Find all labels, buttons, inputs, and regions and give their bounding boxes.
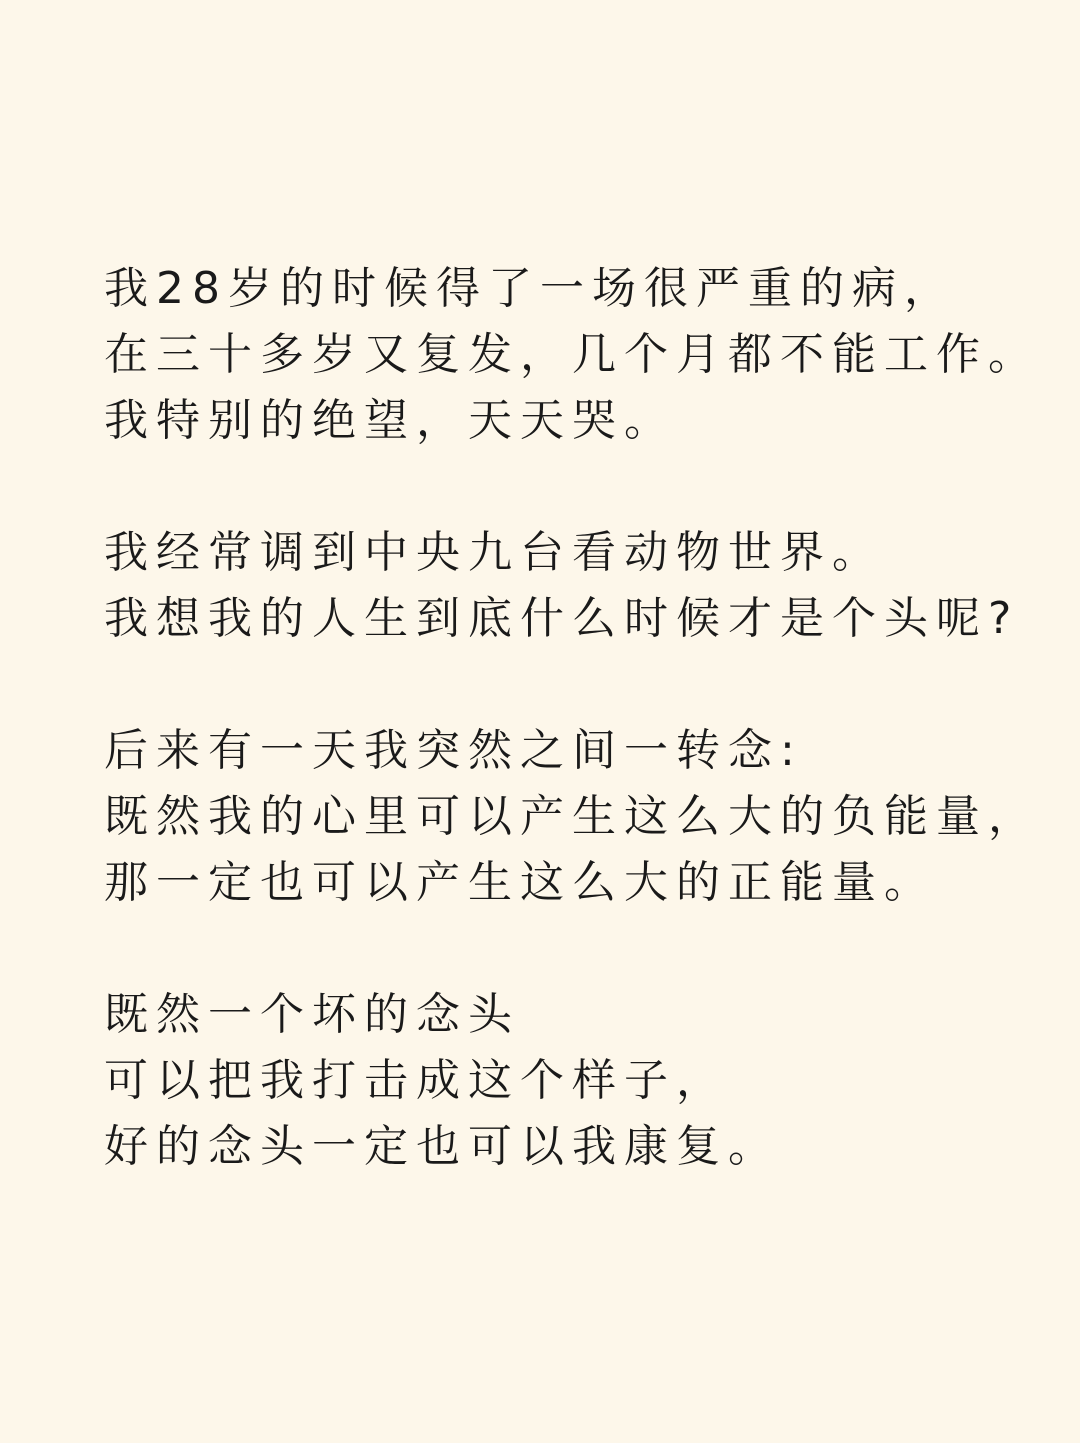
text-line: 既然一个坏的念头 [104,989,520,1040]
paragraph-turning-point [104,718,1064,916]
paragraph-conclusion [104,982,1064,1180]
paragraph-tv [104,520,1064,652]
text-line: 那一定也可以产生这么大的正能量。 [104,857,936,908]
text-line: 既然我的心里可以产生这么大的负能量， [104,791,1040,842]
text-line: 后来有一天我突然之间一转念: [104,725,803,776]
text-line: 我想我的人生到底什么时候才是个头呢? [104,593,1020,644]
text-line: 我特别的绝望，天天哭。 [104,395,676,446]
text-line: 在三十多岁又复发，几个月都不能工作。 [104,329,1040,380]
text-body [104,256,1064,1180]
text-line: 我28岁的时候得了一场很严重的病， [104,263,956,314]
text-line: 我经常调到中央九台看动物世界。 [104,527,884,578]
text-line: 可以把我打击成这个样子， [104,1055,728,1106]
paragraph-illness [104,256,1064,454]
text-line: 好的念头一定也可以我康复。 [104,1121,780,1172]
